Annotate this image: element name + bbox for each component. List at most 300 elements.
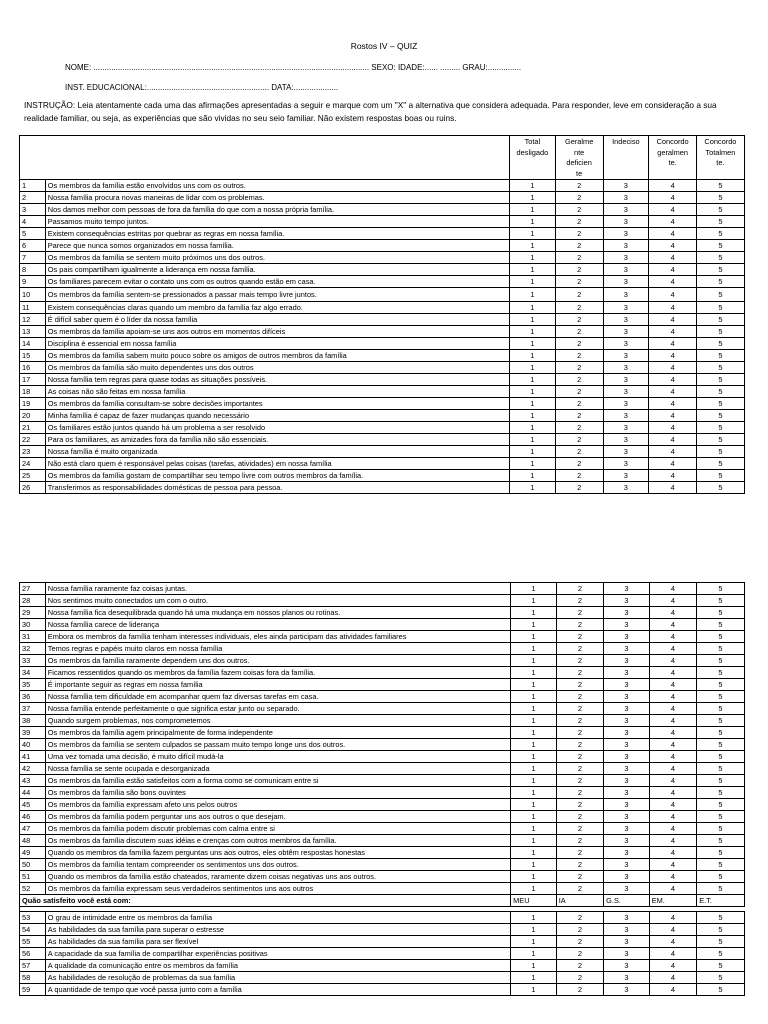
answer-option-3[interactable]: 3 xyxy=(603,192,649,204)
answer-option-4[interactable]: 4 xyxy=(649,619,697,631)
answer-option-5[interactable]: 5 xyxy=(697,288,745,302)
answer-option-3[interactable]: 3 xyxy=(604,607,650,619)
answer-option-4[interactable]: 4 xyxy=(649,410,697,422)
answer-option-3[interactable]: 3 xyxy=(603,410,649,422)
answer-option-5[interactable]: 5 xyxy=(697,583,745,595)
answer-option-5[interactable]: 5 xyxy=(697,446,745,458)
answer-option-5[interactable]: 5 xyxy=(697,458,745,470)
answer-option-4[interactable]: 4 xyxy=(649,763,697,775)
answer-option-1[interactable]: 1 xyxy=(509,422,555,434)
answer-option-5[interactable]: 5 xyxy=(697,984,745,996)
answer-option-4[interactable]: 4 xyxy=(649,595,697,607)
answer-option-3[interactable]: 3 xyxy=(604,595,650,607)
answer-option-4[interactable]: 4 xyxy=(649,314,697,326)
answer-option-2[interactable]: 2 xyxy=(555,458,603,470)
question-text: Os familiares estão juntos quando há um problema a ser resolvido xyxy=(45,422,509,434)
answer-option-1[interactable]: 1 xyxy=(511,847,557,859)
answer-option-5[interactable]: 5 xyxy=(697,811,745,823)
answer-option-5[interactable]: 5 xyxy=(697,631,745,643)
answer-option-4[interactable]: 4 xyxy=(649,482,697,494)
answer-option-5[interactable]: 5 xyxy=(697,679,745,691)
trailing-border xyxy=(744,228,768,240)
answer-option-1[interactable]: 1 xyxy=(511,655,557,667)
answer-option-4[interactable]: 4 xyxy=(649,180,697,192)
answer-option-1[interactable]: 1 xyxy=(509,314,555,326)
answer-option-3[interactable]: 3 xyxy=(604,631,650,643)
question-text: Os membros da família tentam compreender os sentimentos uns dos outros. xyxy=(45,859,510,871)
answer-option-4[interactable]: 4 xyxy=(649,811,697,823)
answer-option-3[interactable]: 3 xyxy=(603,180,649,192)
answer-option-4[interactable]: 4 xyxy=(649,859,697,871)
answer-option-1[interactable]: 1 xyxy=(511,948,557,960)
answer-option-4[interactable]: 4 xyxy=(649,823,697,835)
answer-option-3[interactable]: 3 xyxy=(604,871,650,883)
answer-option-5[interactable]: 5 xyxy=(697,972,745,984)
answer-option-2[interactable]: 2 xyxy=(556,847,603,859)
answer-option-3[interactable]: 3 xyxy=(604,960,650,972)
answer-option-2[interactable]: 2 xyxy=(555,326,603,338)
answer-option-4[interactable]: 4 xyxy=(649,787,697,799)
answer-option-2[interactable]: 2 xyxy=(555,288,603,302)
answer-option-1[interactable]: 1 xyxy=(511,936,557,948)
answer-option-3[interactable]: 3 xyxy=(603,288,649,302)
answer-option-5[interactable]: 5 xyxy=(697,252,745,264)
answer-option-1[interactable]: 1 xyxy=(511,823,557,835)
answer-option-1[interactable]: 1 xyxy=(509,288,555,302)
answer-option-1[interactable]: 1 xyxy=(509,252,555,264)
answer-option-4[interactable]: 4 xyxy=(649,775,697,787)
answer-option-2[interactable]: 2 xyxy=(555,470,603,482)
answer-option-1[interactable]: 1 xyxy=(511,912,557,924)
answer-option-2[interactable]: 2 xyxy=(556,679,603,691)
answer-option-3[interactable]: 3 xyxy=(604,727,650,739)
answer-option-1[interactable]: 1 xyxy=(509,216,555,228)
answer-option-1[interactable]: 1 xyxy=(509,302,555,314)
answer-option-5[interactable]: 5 xyxy=(697,228,745,240)
answer-option-2[interactable]: 2 xyxy=(556,948,603,960)
answer-option-2[interactable]: 2 xyxy=(555,446,603,458)
answer-option-5[interactable]: 5 xyxy=(697,751,745,763)
answer-option-5[interactable]: 5 xyxy=(697,847,745,859)
answer-option-4[interactable]: 4 xyxy=(649,434,697,446)
answer-option-2[interactable]: 2 xyxy=(556,727,603,739)
answer-option-4[interactable]: 4 xyxy=(649,204,697,216)
answer-option-2[interactable]: 2 xyxy=(556,799,603,811)
answer-option-3[interactable]: 3 xyxy=(603,264,649,276)
answer-option-4[interactable]: 4 xyxy=(649,583,697,595)
answer-option-2[interactable]: 2 xyxy=(556,811,603,823)
answer-option-2[interactable]: 2 xyxy=(555,314,603,326)
answer-option-2[interactable]: 2 xyxy=(556,883,603,895)
answer-option-4[interactable]: 4 xyxy=(649,362,697,374)
answer-option-3[interactable]: 3 xyxy=(603,482,649,494)
answer-option-2[interactable]: 2 xyxy=(555,386,603,398)
answer-option-2[interactable]: 2 xyxy=(556,607,603,619)
answer-option-2[interactable]: 2 xyxy=(556,775,603,787)
answer-option-2[interactable]: 2 xyxy=(555,410,603,422)
answer-option-4[interactable]: 4 xyxy=(649,871,697,883)
answer-option-2[interactable]: 2 xyxy=(555,422,603,434)
answer-option-1[interactable]: 1 xyxy=(509,192,555,204)
answer-option-4[interactable]: 4 xyxy=(649,302,697,314)
answer-option-2[interactable]: 2 xyxy=(556,984,603,996)
answer-option-3[interactable]: 3 xyxy=(603,374,649,386)
answer-option-3[interactable]: 3 xyxy=(604,787,650,799)
answer-option-3[interactable]: 3 xyxy=(603,326,649,338)
answer-option-1[interactable]: 1 xyxy=(509,470,555,482)
answer-option-3[interactable]: 3 xyxy=(604,739,650,751)
answer-option-4[interactable]: 4 xyxy=(649,374,697,386)
answer-option-5[interactable]: 5 xyxy=(697,595,745,607)
answer-option-3[interactable]: 3 xyxy=(604,643,650,655)
answer-option-1[interactable]: 1 xyxy=(511,859,557,871)
answer-option-2[interactable]: 2 xyxy=(555,482,603,494)
answer-option-4[interactable]: 4 xyxy=(649,948,697,960)
answer-option-1[interactable]: 1 xyxy=(509,180,555,192)
answer-option-2[interactable]: 2 xyxy=(556,859,603,871)
answer-option-2[interactable]: 2 xyxy=(555,264,603,276)
answer-option-2[interactable]: 2 xyxy=(556,912,603,924)
answer-option-4[interactable]: 4 xyxy=(649,458,697,470)
answer-option-1[interactable]: 1 xyxy=(509,276,555,288)
answer-option-2[interactable]: 2 xyxy=(556,751,603,763)
answer-option-4[interactable]: 4 xyxy=(649,847,697,859)
answer-option-4[interactable]: 4 xyxy=(649,446,697,458)
answer-option-1[interactable]: 1 xyxy=(511,871,557,883)
answer-option-2[interactable]: 2 xyxy=(555,192,603,204)
answer-option-5[interactable]: 5 xyxy=(697,835,745,847)
answer-option-3[interactable]: 3 xyxy=(604,984,650,996)
answer-option-1[interactable]: 1 xyxy=(509,350,555,362)
answer-option-4[interactable]: 4 xyxy=(649,276,697,288)
answer-option-2[interactable]: 2 xyxy=(555,362,603,374)
answer-option-5[interactable]: 5 xyxy=(697,607,745,619)
answer-option-5[interactable]: 5 xyxy=(697,314,745,326)
answer-option-2[interactable]: 2 xyxy=(556,972,603,984)
answer-option-5[interactable]: 5 xyxy=(697,739,745,751)
answer-option-2[interactable]: 2 xyxy=(556,960,603,972)
answer-option-1[interactable]: 1 xyxy=(511,835,557,847)
answer-option-5[interactable]: 5 xyxy=(697,410,745,422)
answer-option-4[interactable]: 4 xyxy=(649,470,697,482)
answer-option-1[interactable]: 1 xyxy=(509,240,555,252)
answer-option-4[interactable]: 4 xyxy=(649,252,697,264)
answer-option-1[interactable]: 1 xyxy=(509,482,555,494)
answer-option-3[interactable]: 3 xyxy=(603,350,649,362)
answer-option-2[interactable]: 2 xyxy=(555,398,603,410)
answer-option-3[interactable]: 3 xyxy=(604,948,650,960)
answer-option-5[interactable]: 5 xyxy=(697,787,745,799)
answer-option-1[interactable]: 1 xyxy=(509,326,555,338)
answer-option-4[interactable]: 4 xyxy=(649,727,697,739)
answer-option-3[interactable]: 3 xyxy=(603,276,649,288)
answer-option-4[interactable]: 4 xyxy=(649,192,697,204)
answer-option-5[interactable]: 5 xyxy=(697,350,745,362)
answer-option-5[interactable]: 5 xyxy=(697,482,745,494)
answer-option-1[interactable]: 1 xyxy=(511,883,557,895)
answer-option-1[interactable]: 1 xyxy=(511,667,557,679)
answer-option-3[interactable]: 3 xyxy=(603,458,649,470)
answer-option-1[interactable]: 1 xyxy=(511,984,557,996)
answer-option-4[interactable]: 4 xyxy=(649,883,697,895)
answer-option-4[interactable]: 4 xyxy=(649,703,697,715)
answer-option-1[interactable]: 1 xyxy=(511,972,557,984)
answer-option-3[interactable]: 3 xyxy=(603,314,649,326)
answer-option-3[interactable]: 3 xyxy=(604,655,650,667)
answer-option-5[interactable]: 5 xyxy=(697,667,745,679)
answer-option-1[interactable]: 1 xyxy=(511,679,557,691)
answer-option-4[interactable]: 4 xyxy=(649,655,697,667)
question-row xyxy=(20,823,768,835)
answer-option-2[interactable]: 2 xyxy=(555,180,603,192)
answer-option-5[interactable]: 5 xyxy=(697,643,745,655)
answer-option-2[interactable]: 2 xyxy=(555,434,603,446)
question-text: Os pais compartilham igualmente a liderança em nossa família. xyxy=(45,264,509,276)
answer-option-3[interactable]: 3 xyxy=(604,972,650,984)
answer-option-5[interactable]: 5 xyxy=(697,204,745,216)
answer-option-2[interactable]: 2 xyxy=(556,739,603,751)
answer-option-2[interactable]: 2 xyxy=(556,936,603,948)
answer-option-2[interactable]: 2 xyxy=(556,631,603,643)
answer-option-2[interactable]: 2 xyxy=(555,216,603,228)
answer-option-5[interactable]: 5 xyxy=(697,859,745,871)
answer-option-2[interactable]: 2 xyxy=(556,595,603,607)
answer-option-4[interactable]: 4 xyxy=(649,326,697,338)
answer-option-2[interactable]: 2 xyxy=(556,871,603,883)
answer-option-5[interactable]: 5 xyxy=(697,276,745,288)
answer-option-5[interactable]: 5 xyxy=(697,871,745,883)
answer-option-3[interactable]: 3 xyxy=(603,398,649,410)
answer-option-1[interactable]: 1 xyxy=(511,727,557,739)
answer-option-5[interactable]: 5 xyxy=(697,715,745,727)
answer-option-3[interactable]: 3 xyxy=(603,362,649,374)
answer-option-4[interactable]: 4 xyxy=(649,350,697,362)
answer-option-1[interactable]: 1 xyxy=(509,446,555,458)
answer-option-5[interactable]: 5 xyxy=(697,362,745,374)
answer-option-4[interactable]: 4 xyxy=(649,264,697,276)
answer-option-4[interactable]: 4 xyxy=(649,338,697,350)
answer-option-3[interactable]: 3 xyxy=(604,715,650,727)
answer-option-2[interactable]: 2 xyxy=(555,302,603,314)
answer-option-1[interactable]: 1 xyxy=(509,434,555,446)
answer-option-2[interactable]: 2 xyxy=(555,338,603,350)
answer-option-5[interactable]: 5 xyxy=(697,912,745,924)
answer-option-4[interactable]: 4 xyxy=(649,739,697,751)
answer-option-1[interactable]: 1 xyxy=(509,338,555,350)
answer-option-1[interactable]: 1 xyxy=(509,362,555,374)
answer-option-3[interactable]: 3 xyxy=(603,422,649,434)
answer-option-1[interactable]: 1 xyxy=(511,763,557,775)
answer-option-1[interactable]: 1 xyxy=(511,751,557,763)
answer-option-4[interactable]: 4 xyxy=(649,288,697,302)
answer-option-1[interactable]: 1 xyxy=(511,811,557,823)
answer-option-4[interactable]: 4 xyxy=(649,799,697,811)
answer-option-5[interactable]: 5 xyxy=(697,398,745,410)
answer-option-1[interactable]: 1 xyxy=(511,739,557,751)
answer-option-4[interactable]: 4 xyxy=(649,972,697,984)
answer-option-1[interactable]: 1 xyxy=(509,410,555,422)
answer-option-4[interactable]: 4 xyxy=(649,984,697,996)
answer-option-2[interactable]: 2 xyxy=(556,667,603,679)
answer-option-5[interactable]: 5 xyxy=(697,775,745,787)
answer-option-5[interactable]: 5 xyxy=(697,192,745,204)
answer-option-4[interactable]: 4 xyxy=(649,398,697,410)
answer-option-5[interactable]: 5 xyxy=(697,883,745,895)
answer-option-5[interactable]: 5 xyxy=(697,799,745,811)
answer-option-3[interactable]: 3 xyxy=(604,667,650,679)
answer-option-5[interactable]: 5 xyxy=(697,240,745,252)
answer-option-4[interactable]: 4 xyxy=(649,607,697,619)
answer-option-5[interactable]: 5 xyxy=(697,434,745,446)
answer-option-2[interactable]: 2 xyxy=(556,691,603,703)
answer-option-2[interactable]: 2 xyxy=(556,655,603,667)
answer-option-2[interactable]: 2 xyxy=(555,240,603,252)
answer-option-1[interactable]: 1 xyxy=(511,607,557,619)
answer-option-1[interactable]: 1 xyxy=(509,264,555,276)
answer-option-2[interactable]: 2 xyxy=(556,787,603,799)
answer-option-5[interactable]: 5 xyxy=(697,960,745,972)
answer-option-5[interactable]: 5 xyxy=(697,823,745,835)
answer-option-4[interactable]: 4 xyxy=(649,715,697,727)
answer-option-3[interactable]: 3 xyxy=(604,924,650,936)
answer-option-1[interactable]: 1 xyxy=(511,583,557,595)
answer-option-2[interactable]: 2 xyxy=(556,924,603,936)
answer-option-3[interactable]: 3 xyxy=(604,835,650,847)
answer-option-3[interactable]: 3 xyxy=(604,823,650,835)
answer-option-3[interactable]: 3 xyxy=(604,811,650,823)
answer-option-3[interactable]: 3 xyxy=(603,240,649,252)
answer-option-1[interactable]: 1 xyxy=(511,703,557,715)
answer-option-4[interactable]: 4 xyxy=(649,960,697,972)
answer-option-2[interactable]: 2 xyxy=(555,204,603,216)
answer-option-5[interactable]: 5 xyxy=(697,619,745,631)
answer-option-3[interactable]: 3 xyxy=(603,216,649,228)
answer-option-4[interactable]: 4 xyxy=(649,422,697,434)
answer-option-4[interactable]: 4 xyxy=(649,691,697,703)
answer-option-4[interactable]: 4 xyxy=(649,667,697,679)
answer-option-4[interactable]: 4 xyxy=(649,835,697,847)
answer-option-5[interactable]: 5 xyxy=(697,948,745,960)
answer-option-5[interactable]: 5 xyxy=(697,386,745,398)
answer-option-3[interactable]: 3 xyxy=(603,386,649,398)
answer-option-2[interactable]: 2 xyxy=(556,643,603,655)
answer-option-2[interactable]: 2 xyxy=(556,703,603,715)
answer-option-3[interactable]: 3 xyxy=(603,204,649,216)
answer-option-3[interactable]: 3 xyxy=(604,751,650,763)
answer-option-2[interactable]: 2 xyxy=(556,823,603,835)
answer-option-3[interactable]: 3 xyxy=(604,859,650,871)
answer-option-1[interactable]: 1 xyxy=(511,643,557,655)
answer-option-2[interactable]: 2 xyxy=(555,350,603,362)
answer-option-3[interactable]: 3 xyxy=(603,338,649,350)
answer-option-4[interactable]: 4 xyxy=(649,643,697,655)
answer-option-1[interactable]: 1 xyxy=(509,398,555,410)
answer-option-3[interactable]: 3 xyxy=(604,883,650,895)
answer-option-3[interactable]: 3 xyxy=(604,912,650,924)
answer-option-2[interactable]: 2 xyxy=(556,583,603,595)
answer-option-3[interactable]: 3 xyxy=(604,936,650,948)
answer-option-2[interactable]: 2 xyxy=(556,715,603,727)
answer-option-2[interactable]: 2 xyxy=(555,252,603,264)
answer-option-1[interactable]: 1 xyxy=(509,386,555,398)
answer-option-3[interactable]: 3 xyxy=(604,847,650,859)
answer-option-4[interactable]: 4 xyxy=(649,240,697,252)
answer-option-1[interactable]: 1 xyxy=(511,799,557,811)
answer-option-3[interactable]: 3 xyxy=(603,228,649,240)
answer-option-3[interactable]: 3 xyxy=(604,763,650,775)
answer-option-2[interactable]: 2 xyxy=(555,374,603,386)
answer-option-5[interactable]: 5 xyxy=(697,470,745,482)
answer-option-1[interactable]: 1 xyxy=(511,619,557,631)
answer-option-4[interactable]: 4 xyxy=(649,386,697,398)
answer-option-1[interactable]: 1 xyxy=(511,595,557,607)
answer-option-5[interactable]: 5 xyxy=(697,691,745,703)
answer-option-4[interactable]: 4 xyxy=(649,631,697,643)
answer-option-3[interactable]: 3 xyxy=(603,446,649,458)
answer-option-3[interactable]: 3 xyxy=(604,679,650,691)
answer-option-5[interactable]: 5 xyxy=(697,326,745,338)
answer-option-4[interactable]: 4 xyxy=(649,216,697,228)
answer-option-3[interactable]: 3 xyxy=(604,775,650,787)
answer-option-3[interactable]: 3 xyxy=(604,799,650,811)
answer-option-5[interactable]: 5 xyxy=(697,763,745,775)
answer-option-1[interactable]: 1 xyxy=(511,775,557,787)
answer-option-4[interactable]: 4 xyxy=(649,679,697,691)
answer-option-1[interactable]: 1 xyxy=(511,715,557,727)
answer-option-2[interactable]: 2 xyxy=(555,228,603,240)
answer-option-5[interactable]: 5 xyxy=(697,727,745,739)
answer-option-1[interactable]: 1 xyxy=(509,228,555,240)
answer-option-5[interactable]: 5 xyxy=(697,924,745,936)
answer-option-3[interactable]: 3 xyxy=(603,252,649,264)
answer-option-3[interactable]: 3 xyxy=(604,583,650,595)
answer-option-4[interactable]: 4 xyxy=(649,228,697,240)
answer-option-3[interactable]: 3 xyxy=(604,691,650,703)
answer-option-5[interactable]: 5 xyxy=(697,703,745,715)
answer-option-3[interactable]: 3 xyxy=(603,302,649,314)
answer-option-2[interactable]: 2 xyxy=(555,276,603,288)
answer-option-5[interactable]: 5 xyxy=(697,216,745,228)
answer-option-5[interactable]: 5 xyxy=(697,374,745,386)
answer-option-1[interactable]: 1 xyxy=(511,960,557,972)
answer-option-4[interactable]: 4 xyxy=(649,936,697,948)
answer-option-2[interactable]: 2 xyxy=(556,619,603,631)
answer-option-2[interactable]: 2 xyxy=(556,835,603,847)
answer-option-5[interactable]: 5 xyxy=(697,302,745,314)
answer-option-2[interactable]: 2 xyxy=(556,763,603,775)
answer-option-5[interactable]: 5 xyxy=(697,180,745,192)
answer-option-5[interactable]: 5 xyxy=(697,936,745,948)
answer-option-5[interactable]: 5 xyxy=(697,422,745,434)
answer-option-4[interactable]: 4 xyxy=(649,912,697,924)
answer-option-5[interactable]: 5 xyxy=(697,338,745,350)
answer-option-1[interactable]: 1 xyxy=(511,631,557,643)
answer-option-1[interactable]: 1 xyxy=(509,458,555,470)
answer-option-5[interactable]: 5 xyxy=(697,655,745,667)
answer-option-1[interactable]: 1 xyxy=(509,374,555,386)
answer-option-1[interactable]: 1 xyxy=(511,691,557,703)
answer-option-1[interactable]: 1 xyxy=(509,204,555,216)
answer-option-5[interactable]: 5 xyxy=(697,264,745,276)
answer-option-4[interactable]: 4 xyxy=(649,924,697,936)
answer-option-3[interactable]: 3 xyxy=(603,434,649,446)
answer-option-3[interactable]: 3 xyxy=(603,470,649,482)
answer-option-3[interactable]: 3 xyxy=(604,619,650,631)
answer-option-1[interactable]: 1 xyxy=(511,924,557,936)
answer-option-4[interactable]: 4 xyxy=(649,751,697,763)
answer-option-3[interactable]: 3 xyxy=(604,703,650,715)
answer-option-1[interactable]: 1 xyxy=(511,787,557,799)
